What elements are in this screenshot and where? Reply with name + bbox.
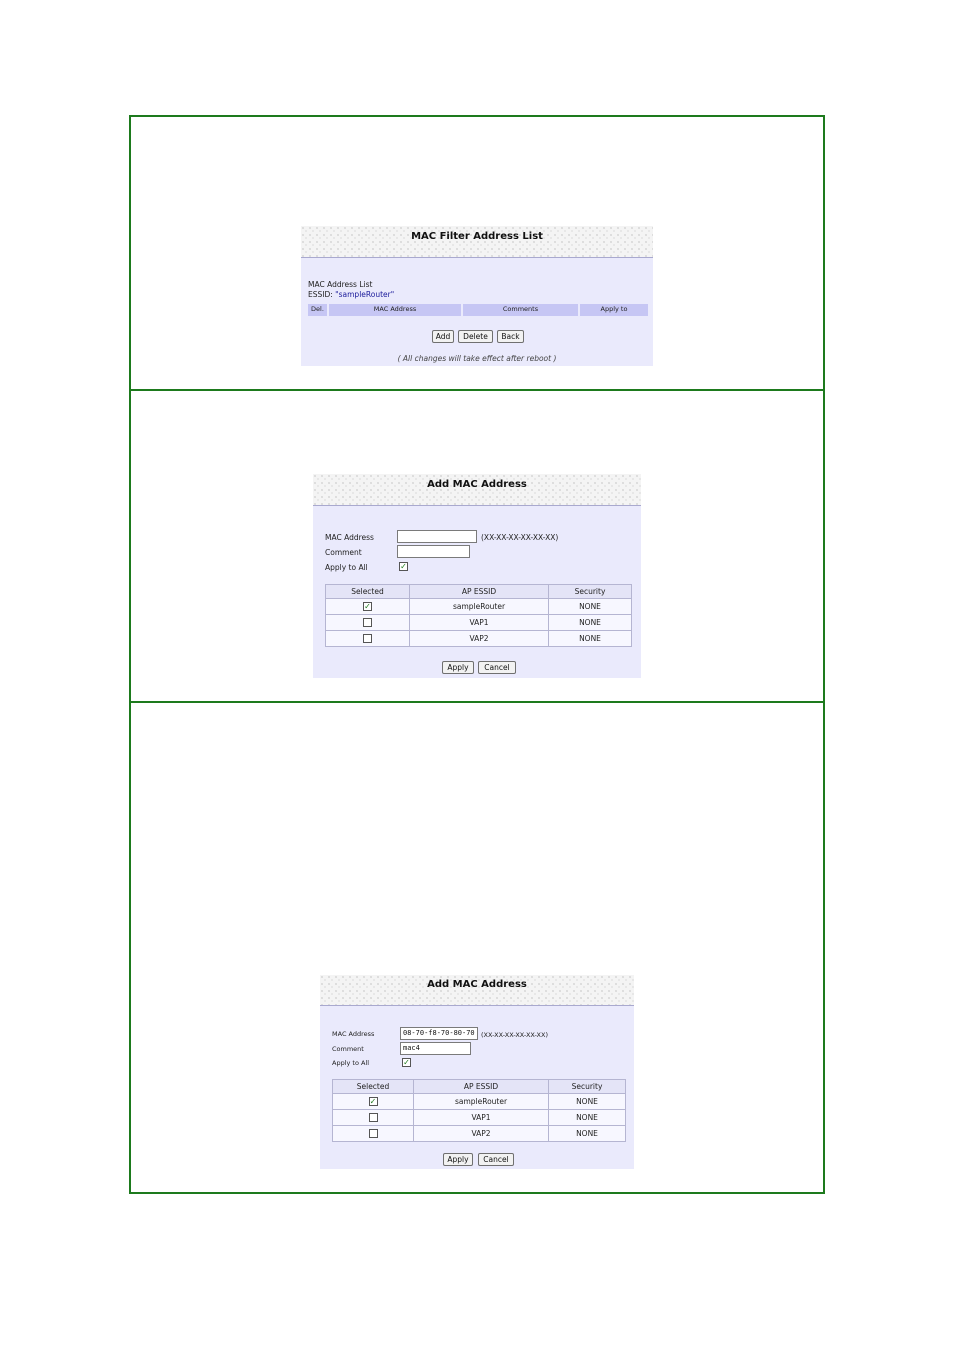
essid-label: ESSID: bbox=[308, 290, 333, 299]
apply-to-all-checkbox[interactable] bbox=[399, 562, 408, 571]
mac-address-list-label: MAC Address List bbox=[308, 280, 373, 289]
essid-line bbox=[308, 290, 394, 299]
selected-cell bbox=[326, 631, 409, 646]
check-icon: ✓ bbox=[400, 562, 407, 571]
essid-value: "sampleRouter" bbox=[335, 290, 395, 299]
table-header-row bbox=[333, 1080, 625, 1093]
essid-cell: sampleRouter bbox=[414, 1094, 548, 1109]
col-comments: Comments bbox=[463, 304, 580, 316]
security-cell: NONE bbox=[549, 1094, 625, 1109]
panel-title: MAC Filter Address List bbox=[301, 226, 653, 258]
apply-to-all-checkbox[interactable] bbox=[402, 1058, 411, 1067]
mac-filter-list-panel bbox=[301, 226, 653, 366]
col-ap-essid: AP ESSID bbox=[414, 1080, 548, 1093]
delete-button[interactable]: Delete bbox=[458, 330, 493, 343]
apply-button[interactable]: Apply bbox=[443, 1153, 473, 1166]
selected-cell bbox=[333, 1126, 413, 1141]
selected-cell bbox=[333, 1110, 413, 1125]
cancel-button[interactable]: Cancel bbox=[478, 661, 516, 674]
cancel-button[interactable]: Cancel bbox=[478, 1153, 514, 1166]
security-cell: NONE bbox=[549, 1126, 625, 1141]
col-security: Security bbox=[549, 1080, 625, 1093]
essid-cell: VAP1 bbox=[410, 615, 548, 630]
security-cell: NONE bbox=[549, 1110, 625, 1125]
col-mac-address: MAC Address bbox=[329, 304, 463, 316]
essid-cell: VAP2 bbox=[410, 631, 548, 646]
apply-button[interactable]: Apply bbox=[442, 661, 474, 674]
reboot-note: ( All changes will take effect after reboot ) bbox=[397, 354, 557, 363]
back-button[interactable]: Back bbox=[497, 330, 524, 343]
col-selected: Selected bbox=[326, 585, 409, 598]
mac-address-label: MAC Address bbox=[332, 1030, 375, 1038]
col-selected: Selected bbox=[333, 1080, 413, 1093]
row-select-checkbox[interactable] bbox=[369, 1097, 378, 1106]
ap-essid-table bbox=[325, 584, 632, 647]
row-select-checkbox[interactable] bbox=[363, 618, 372, 627]
check-icon: ✓ bbox=[369, 1097, 377, 1107]
table-row bbox=[326, 599, 631, 614]
mac-address-input[interactable] bbox=[397, 530, 477, 543]
panel-title: Add MAC Address bbox=[320, 975, 634, 1006]
ap-essid-table bbox=[332, 1079, 626, 1142]
col-security: Security bbox=[549, 585, 631, 598]
table-row bbox=[333, 1126, 625, 1141]
security-cell: NONE bbox=[549, 615, 631, 630]
table-row bbox=[326, 615, 631, 630]
table-row bbox=[333, 1110, 625, 1125]
mac-format-hint: (XX-XX-XX-XX-XX-XX) bbox=[481, 533, 559, 542]
mac-list-header-row bbox=[308, 304, 648, 316]
apply-to-all-label: Apply to All bbox=[332, 1059, 370, 1067]
col-ap-essid: AP ESSID bbox=[410, 585, 548, 598]
row-divider-2 bbox=[129, 701, 825, 703]
col-del: Del. bbox=[308, 304, 329, 316]
add-mac-panel-filled bbox=[320, 975, 634, 1169]
row-select-checkbox[interactable] bbox=[363, 634, 372, 643]
row-select-checkbox[interactable] bbox=[363, 602, 372, 611]
table-row bbox=[333, 1094, 625, 1109]
row-select-checkbox[interactable] bbox=[369, 1113, 378, 1122]
row-select-checkbox[interactable] bbox=[369, 1129, 378, 1138]
col-apply-to: Apply to bbox=[600, 305, 628, 313]
essid-cell: VAP1 bbox=[414, 1110, 548, 1125]
essid-cell: VAP2 bbox=[414, 1126, 548, 1141]
panel-title: Add MAC Address bbox=[313, 474, 641, 506]
comment-input[interactable]: mac4 bbox=[400, 1042, 471, 1055]
table-row bbox=[326, 631, 631, 646]
essid-cell: sampleRouter bbox=[410, 599, 548, 614]
comment-label: Comment bbox=[325, 548, 362, 557]
row-divider-1 bbox=[129, 389, 825, 391]
mac-address-input[interactable]: 08-70-f8-70-80-70 bbox=[400, 1027, 478, 1040]
check-icon: ✓ bbox=[364, 602, 371, 612]
comment-label: Comment bbox=[332, 1045, 364, 1053]
selected-cell bbox=[326, 615, 409, 630]
mac-format-hint: (XX-XX-XX-XX-XX-XX) bbox=[481, 1031, 548, 1039]
selected-cell bbox=[326, 599, 409, 614]
apply-to-all-label: Apply to All bbox=[325, 563, 368, 572]
security-cell: NONE bbox=[549, 599, 631, 614]
add-mac-panel-empty bbox=[313, 474, 641, 678]
add-button[interactable]: Add bbox=[432, 330, 454, 343]
comment-input[interactable] bbox=[397, 545, 470, 558]
table-header-row bbox=[326, 585, 631, 598]
mac-address-label: MAC Address bbox=[325, 533, 374, 542]
security-cell: NONE bbox=[549, 631, 631, 646]
selected-cell bbox=[333, 1094, 413, 1109]
check-icon: ✓ bbox=[403, 1058, 410, 1067]
